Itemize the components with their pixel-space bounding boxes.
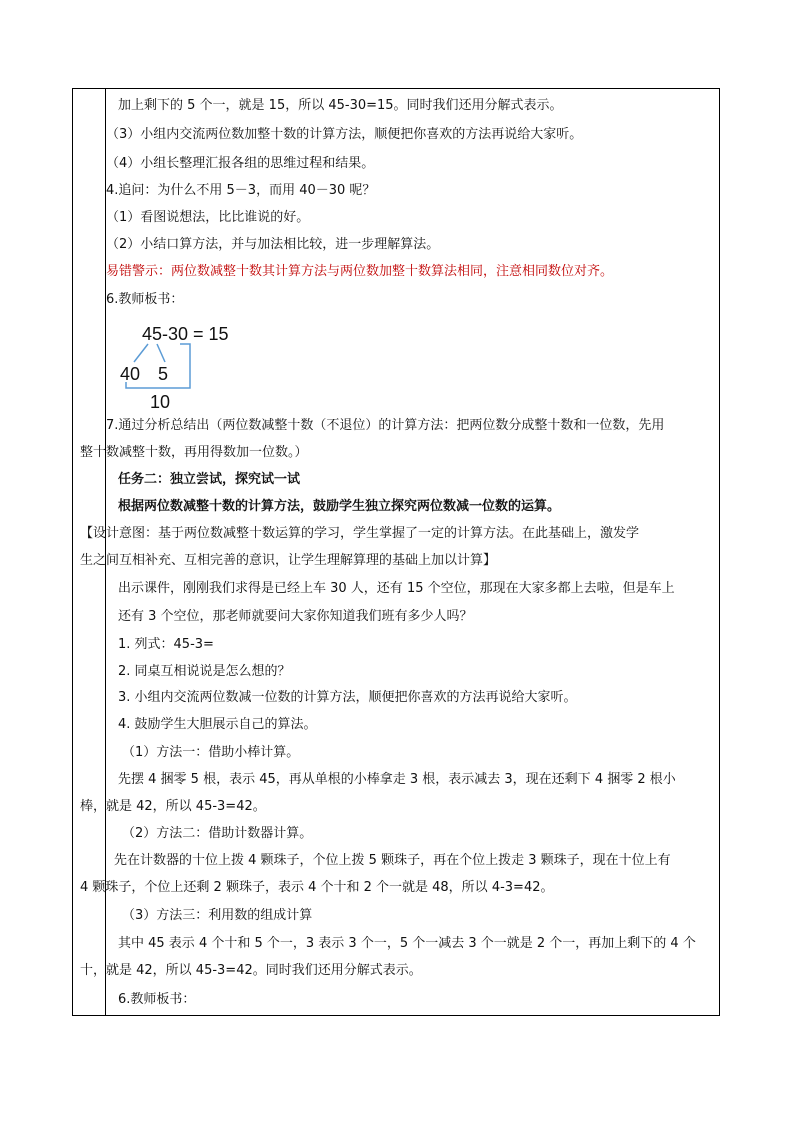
text-line-28: 其中 45 表示 4 个十和 5 个一，3 表示 3 个一，5 个一减去 3 个一就是 2 个一，再加上剩下的 4 个 bbox=[118, 936, 696, 951]
text-line-9: 7.通过分析总结出（两位数减整十数（不退位）的计算方法：把两位数分成整十数和一位数，先用 bbox=[106, 418, 665, 433]
text-line-6: （2）小结口算方法，并与加法相比较，进一步理解算法。 bbox=[106, 237, 440, 252]
text-line-29: 十，就是 42，所以 45-3=42。同时我们还用分解式表示。 bbox=[80, 963, 422, 978]
decomposition-diagram bbox=[110, 318, 270, 418]
text-line-2: （3）小组内交流两位数加整十数的计算方法，顺便把你喜欢的方法再说给大家听。 bbox=[106, 127, 583, 142]
text-line-21: （1）方法一：借助小棒计算。 bbox=[122, 745, 300, 760]
text-line-26: 4 颗珠子，个位上还剩 2 颗珠子，表示 4 个十和 2 个一就是 48，所以 4-3=42。 bbox=[80, 880, 554, 895]
table-frame bbox=[72, 88, 720, 1016]
text-line-15: 出示课件，刚刚我们求得是已经上车 30 人，还有 15 个空位，那现在大家多都上去啦，但是车上 bbox=[118, 581, 675, 596]
diagram-result: 10 bbox=[150, 392, 171, 412]
warning-line: 易错警示：两位数减整十数其计算方法与两位数加整十数算法相同，注意相同数位对齐。 bbox=[106, 264, 614, 279]
diagram-right-part: 5 bbox=[158, 364, 169, 384]
text-line-18: 2. 同桌互相说说是怎么想的？ bbox=[118, 664, 291, 679]
text-line-10: 整十数减整十数，再用得数加一位数。） bbox=[80, 445, 308, 460]
text-line-25: 先在计数器的十位上拨 4 颗珠子，个位上拨 5 颗珠子，再在个位上拨走 3 颗珠子，现在十位上有 bbox=[114, 853, 671, 868]
diagram-equation: 45-30 = 15 bbox=[142, 324, 229, 344]
text-line-27: （3）方法三：利用数的组成计算 bbox=[122, 908, 313, 923]
text-line-24: （2）方法二：借助计数器计算。 bbox=[122, 826, 313, 841]
connector-middle bbox=[157, 344, 165, 362]
text-line-4: 4.追问：为什么不用 5－3，而用 40－30 呢？ bbox=[106, 183, 376, 198]
text-line-20: 4. 鼓励学生大胆展示自己的算法。 bbox=[118, 717, 317, 732]
text-line-1: 加上剩下的 5 个一，就是 15，所以 45-30=15。同时我们还用分解式表示。 bbox=[118, 98, 563, 113]
design-intent-2: 生之间互相补充、互相完善的意识，让学生理解算理的基础上加以计算】 bbox=[80, 553, 497, 568]
text-line-16: 还有 3 个空位，那老师就要问大家你知道我们班有多少人吗？ bbox=[118, 609, 473, 624]
text-line-23: 棒，就是 42，所以 45-3=42。 bbox=[80, 799, 266, 814]
design-intent-1: 【设计意图：基于两位数减整十数运算的学习，学生掌握了一定的计算方法。在此基础上，激发学 bbox=[80, 526, 640, 541]
text-line-19: 3. 小组内交流两位数减一位数的计算方法，顺便把你喜欢的方法再说给大家听。 bbox=[118, 690, 577, 705]
text-line-5: （1）看图说想法，比比谁说的好。 bbox=[106, 210, 310, 225]
text-line-8: 6.教师板书： bbox=[106, 292, 184, 307]
text-line-22: 先摆 4 捆零 5 根，表示 45，再从单根的小棒拿走 3 根，表示减去 3，现在还剩下 4 捆零 2 根小 bbox=[118, 772, 676, 787]
task-heading: 任务二：独立尝试，探究试一试 bbox=[118, 472, 301, 487]
table-column-divider bbox=[105, 88, 106, 1016]
diagram-left-part: 40 bbox=[120, 364, 141, 384]
text-line-30: 6.教师板书： bbox=[118, 992, 196, 1007]
task-intro: 根据两位数减整十数的计算方法，鼓励学生独立探究两位数减一位数的运算。 bbox=[118, 499, 561, 514]
text-line-3: （4）小组长整理汇报各组的思维过程和结果。 bbox=[106, 156, 375, 171]
connector-left bbox=[134, 344, 148, 362]
text-line-17: 1. 列式：45-3= bbox=[118, 637, 214, 652]
